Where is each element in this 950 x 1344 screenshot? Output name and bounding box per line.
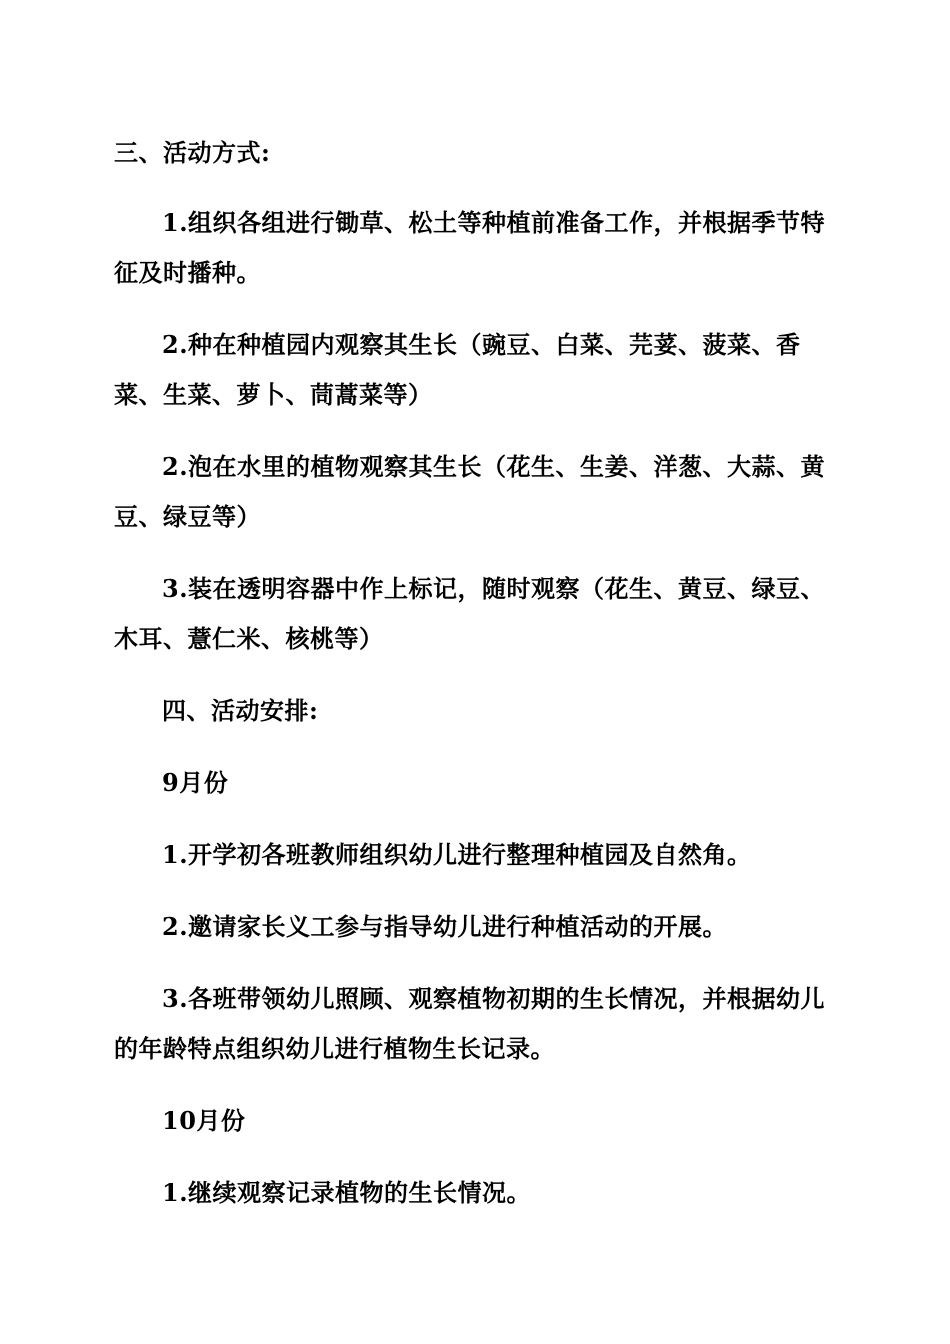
section-heading-activity-method: 三、活动方式:	[114, 138, 271, 167]
list-item-water-planting: 2.泡在水里的植物观察其生长（花生、生姜、洋葱、大蒜、黄豆、绿豆等）	[114, 452, 826, 531]
list-item-weeding-sowing: 1.组织各组进行锄草、松土等种植前准备工作，并根据季节特征及时播种。	[114, 208, 826, 287]
list-item-organize-garden: 1.开学初各班教师组织幼儿进行整理种植园及自然角。	[162, 840, 752, 869]
list-item-growth-record: 3.各班带领幼儿照顾、观察植物初期的生长情况，并根据幼儿的年龄特点组织幼儿进行植物生长记录。	[114, 984, 826, 1063]
list-item-continue-observation: 1.继续观察记录植物的生长情况。	[162, 1178, 532, 1207]
month-heading-october: 10月份	[162, 1106, 246, 1135]
section-heading-activity-schedule: 四、活动安排:	[162, 696, 319, 725]
list-item-garden-planting: 2.种在种植园内观察其生长（豌豆、白菜、芫荽、菠菜、香菜、生菜、萝卜、茼蒿菜等）	[114, 330, 801, 409]
document-body	[114, 128, 838, 1240]
list-item-container-observation: 3.装在透明容器中作上标记，随时观察（花生、黄豆、绿豆、木耳、薏仁米、核桃等）	[114, 574, 826, 653]
month-heading-september: 9月份	[162, 768, 229, 797]
list-item-invite-parents: 2.邀请家长义工参与指导幼儿进行种植活动的开展。	[162, 912, 728, 941]
